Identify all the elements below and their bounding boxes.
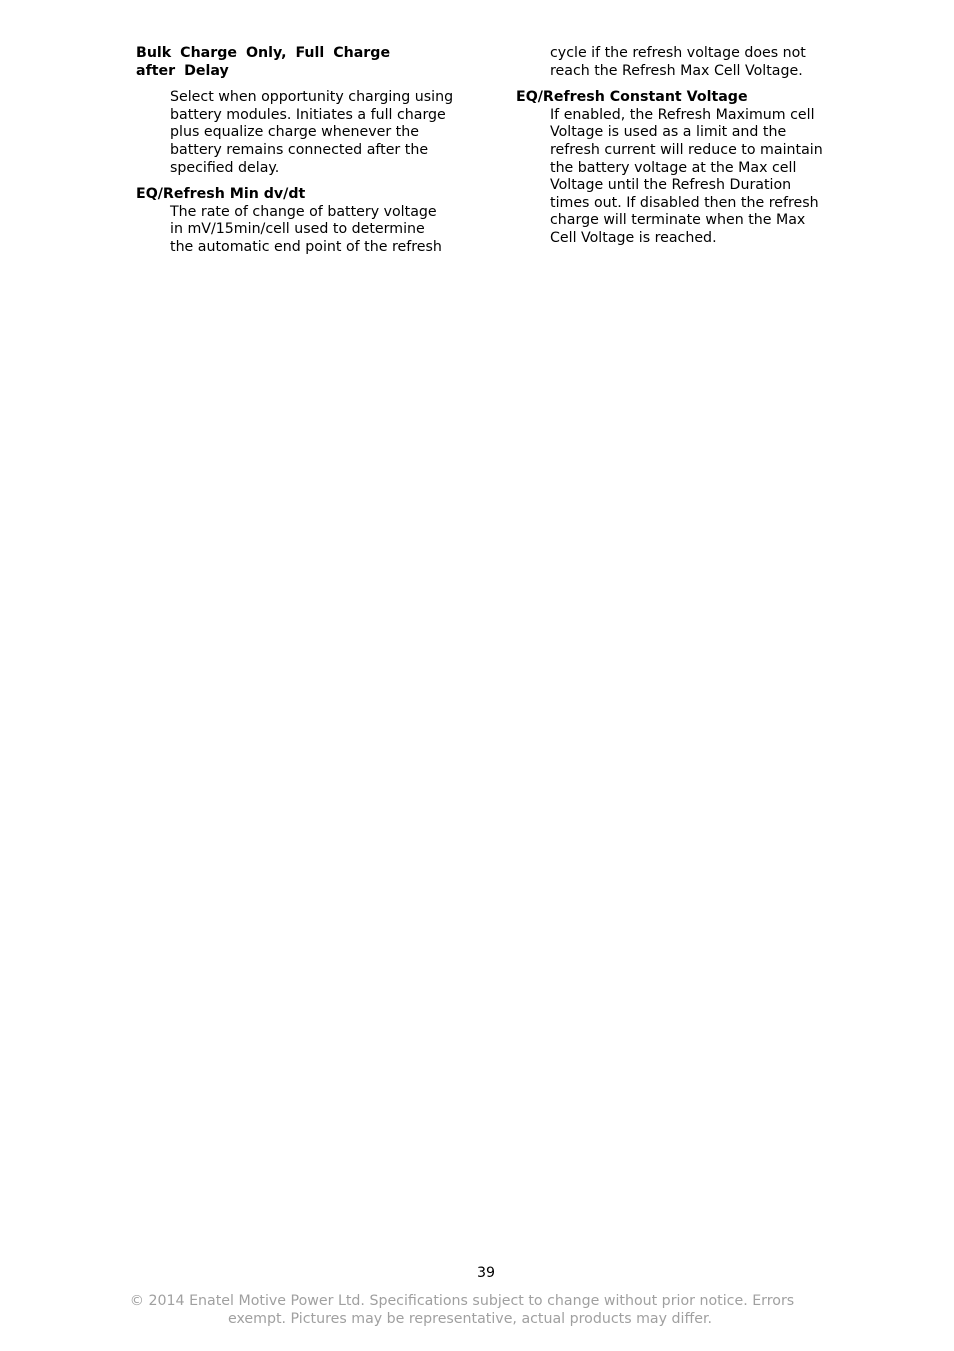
footer-line-1: © 2014 Enatel Motive Power Ltd. Specifications subject to change without prior notice. Errors — [129, 1293, 795, 1309]
definition-line: in mV/15min/cell used to determine — [170, 221, 425, 238]
copyright-footer — [0, 1292, 954, 1328]
definition-line: Select when opportunity charging using — [170, 89, 454, 106]
definition-constant-voltage — [550, 107, 846, 248]
footer-line-2: exempt. Pictures may be representative, actual products may differ. — [227, 1311, 713, 1327]
definition-line: cycle if the refresh voltage does not — [550, 45, 806, 61]
definition-line: Cell Voltage is reached. — [550, 229, 717, 246]
term-constant-voltage: EQ/Refresh Constant Voltage — [516, 89, 748, 106]
term-bulk-charge-line1: Bulk Charge Only, Full Charge — [136, 45, 391, 61]
definition-line: battery modules. Initiates a full charge — [170, 106, 446, 123]
definition-line: battery remains connected after the — [170, 141, 429, 158]
term-bulk-charge — [136, 45, 466, 80]
definition-line: specified delay. — [170, 159, 280, 176]
definition-bulk-charge — [170, 89, 466, 177]
definition-line: the battery voltage at the Max cell — [550, 159, 797, 176]
definition-line: plus equalize charge whenever the — [170, 124, 419, 141]
term-bulk-charge-line2: after Delay — [136, 62, 229, 79]
definition-line: times out. If disabled then the refresh — [550, 194, 819, 211]
definition-min-dvdt — [170, 204, 466, 257]
definition-line: If enabled, the Refresh Maximum cell — [550, 106, 815, 123]
definition-line: the automatic end point of the refresh — [170, 238, 442, 255]
definition-line: charge will terminate when the Max — [550, 212, 806, 229]
definition-line: refresh current will reduce to maintain — [550, 141, 823, 158]
left-column — [136, 45, 466, 257]
definition-min-dvdt-continued — [550, 45, 846, 80]
definition-line: Voltage is used as a limit and the — [550, 124, 787, 141]
term-min-dvdt: EQ/Refresh Min dv/dt — [136, 186, 306, 203]
definition-line: Voltage until the Refresh Duration — [550, 177, 792, 194]
definition-line: The rate of change of battery voltage — [170, 203, 437, 220]
right-column — [516, 45, 846, 248]
definition-line: reach the Refresh Max Cell Voltage. — [550, 62, 803, 79]
page-number: 39 — [476, 1265, 496, 1281]
